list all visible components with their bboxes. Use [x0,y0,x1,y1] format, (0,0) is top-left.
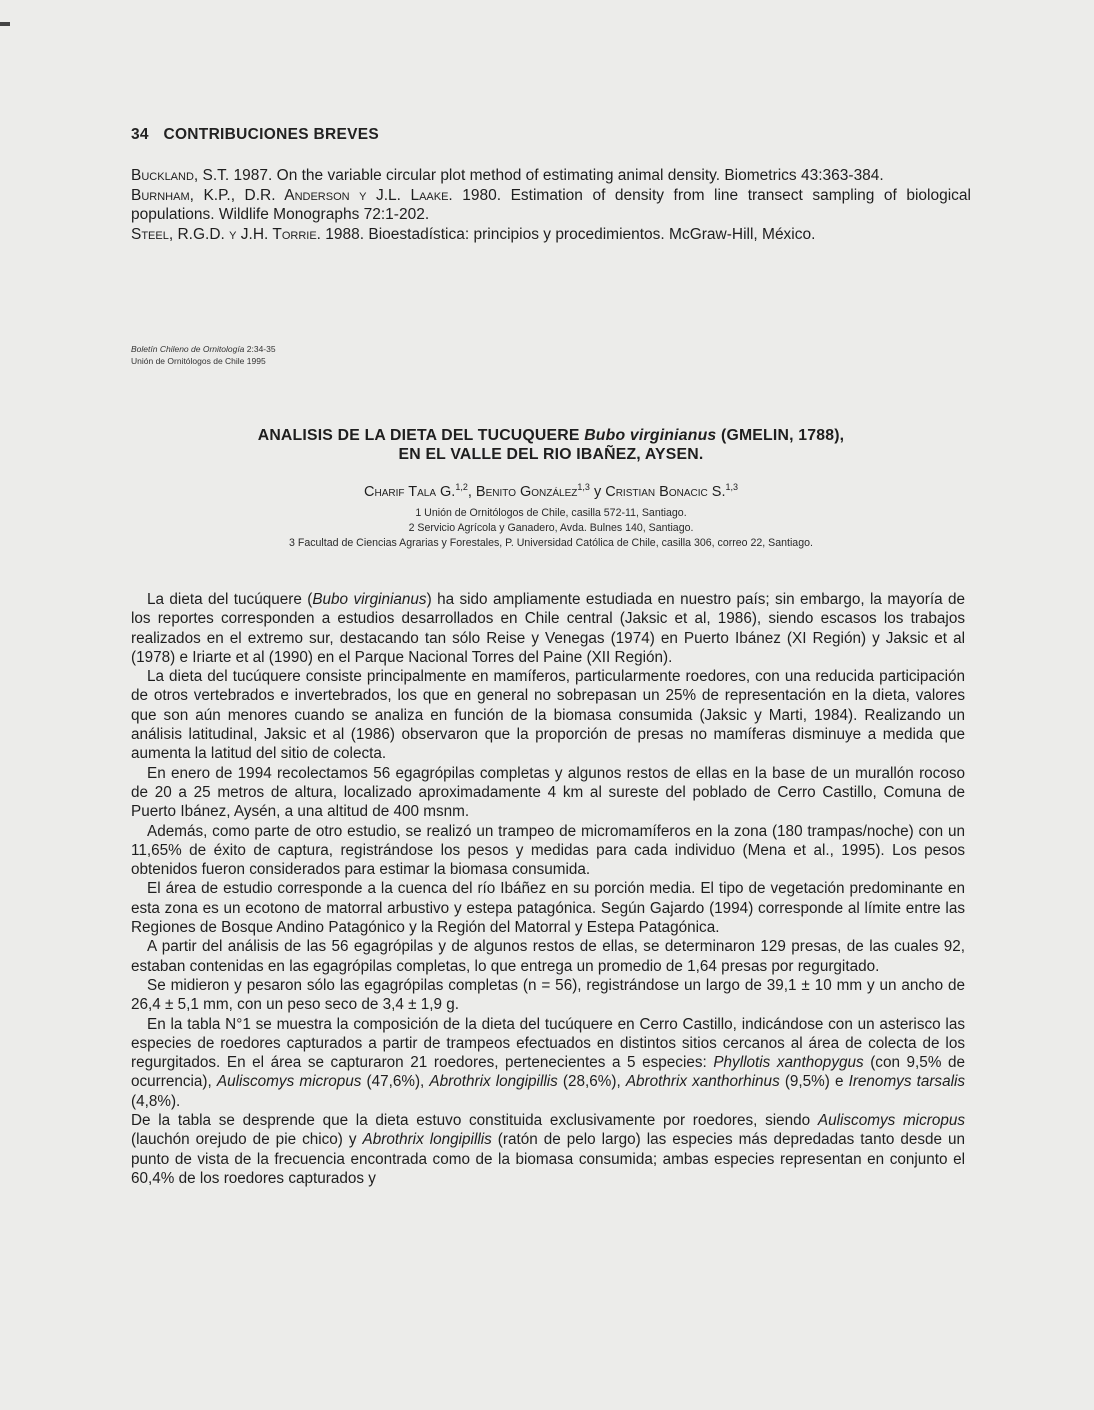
body-paragraph [131,937,965,976]
species-name: Abrothrix xanthorhinus [625,1073,780,1091]
section-title: CONTRIBUCIONES BREVES [163,126,380,143]
journal-pages: 2:34-35 [244,344,276,354]
title-authority: (GMELIN, 1788), [716,427,845,444]
affiliation-item: 1 Unión de Ornitólogos de Chile, casilla 572-11, Santiago. [415,507,687,519]
reference-author: Buckland, S.T. [131,167,230,184]
author-name: Cristian Bonacic S. [605,484,726,500]
paragraph-text: (lauchón orejudo de pie chico) y [131,1131,363,1149]
reference-author: Burnham, K.P., D.R. Anderson y J.L. Laake. [131,186,453,204]
reference-text: 1980. Estimation of density from line transect sampling of biological populations. Wildlife Monographs 72:1-202. [131,186,971,223]
body-paragraph [131,976,965,1015]
reference-text: 1987. On the variable circular plot method of estimating animal density. Biometrics 43:363-384. [229,167,884,184]
body-paragraph [131,1015,965,1111]
body-paragraph [131,764,965,822]
author-affil-marker: 1,2 [455,482,468,493]
paragraph-text: ) ha sido ampliamente estudiada en nuestro país; sin embargo, la mayoría de los reportes corresponden a estudios desarrollados en Chile central (Jaksic et al, 1986), siendo escasos los trabajos realizados en el extremo sur, destacando tan sólo Reise y Venegas (1974) en Puerto Ibánez (XI Región) y Jaksic et al (1978) e Iriarte et al (1990) en el Parque Nacional Torres del Paine (XII Región). [131,591,965,666]
body-paragraph [131,590,965,667]
paragraph-text: La dieta del tucúquere consiste principalmente en mamíferos, particularmente roedores, con una reducida participación de otros vertebrados e invertebrados, los que en general no sobrepasan un 25% de representación en la dieta, valores que son aún menores cuando se analiza en función de la biomasa consumida (Jaksic y Marti, 1984). Realizando un análisis latitudinal, Jaksic et al (1986) observaron que la proporción de presas no mamíferas disminuye a medida que aumenta la latitud del sitio de colecta. [131,668,965,763]
journal-name: Boletín Chileno de Ornitología [131,344,245,354]
body-paragraph [131,822,965,880]
paragraph-text: La dieta del tucúquere ( [147,591,313,608]
paragraph-text: (9,5%) e [779,1073,849,1091]
author-list [131,484,971,500]
author-affil-marker: 1,3 [577,482,590,493]
author-separator: y [589,484,606,500]
title-species: Bubo virginianus [584,427,717,444]
species-name: Phyllotis xanthopygus [713,1054,864,1072]
reference-item [131,186,971,225]
paragraph-text: (ratón de pelo largo) las especies más depredadas tanto desde un punto de vista de la frecuencia encontrada como de la biomasa consumida; ambas especies representan en conjunto el 60,4% de los roedores capturados y [131,1131,966,1187]
body-paragraph [131,879,965,937]
article-body [131,590,965,1188]
paragraph-text: El área de estudio corresponde a la cuenca del río Ibáñez en su porción media. El tipo de vegetación predominante en esta zona es un ecotono de matorral arbustivo y estepa patagónica. Según Gajardo (1994) corresponde al límite entre las Regiones de Bosque Andino Patagónico y la Región del Matorral y Estepa Patagónica. [131,880,965,937]
species-name: Abrothrix longipillis [362,1131,492,1149]
paragraph-text: Además, como parte de otro estudio, se realizó un trampeo de micromamíferos en la zona (180 trampas/noche) con un 11,65% de éxito de captura, registrándose los pesos y medidas para cada individuo (Mena et al., 1995). Los pesos obtenidos fueron considerados para estimar la biomasa consumida. [131,822,965,879]
body-paragraph [131,667,965,763]
paragraph-text: (4,8%). [131,1092,181,1110]
paragraph-text: En la tabla N°1 se muestra la composición de la dieta del tucúquere en Cerro Castillo, indicándose con un asterisco las especies de roedores capturados a partir de trampeos efectuados en distintos sitios cercanos al área de colecta de los regurgitados. En el área se capturaron 21 roedores, pertenecientes a 5 especies: [131,1015,965,1072]
paragraph-text: (28,6%), [557,1073,626,1091]
paragraph-text: (47,6%), [361,1073,430,1091]
species-name: Irenomys tarsalis [848,1073,966,1091]
journal-citation [131,344,631,367]
species-name: Auliscomys micropus [817,1112,965,1130]
running-header [131,126,971,144]
author-name: Benito González [475,484,578,500]
title-line-2: EN EL VALLE DEL RIO IBAÑEZ, AYSEN. [398,446,704,463]
title-text: ANALISIS DE LA DIETA DEL TUCUQUERE [257,427,585,444]
species-name: Auliscomys micropus [216,1073,362,1091]
species-name: Bubo virginianus [312,591,427,608]
reference-author: Steel, R.G.D. y J.H. Torrie. [131,225,321,243]
species-name: Abrothrix longipillis [429,1073,558,1091]
paragraph-text: De la tabla se desprende que la dieta estuvo constituida exclusivamente por roedores, siendo [131,1112,818,1130]
journal-publisher: Unión de Ornitólogos de Chile 1995 [131,355,266,366]
reference-item [131,166,971,186]
paragraph-text: (con 9,5% de ocurrencia), [131,1054,966,1091]
affiliation-item: 2 Servicio Agrícola y Ganadero, Avda. Bulnes 140, Santiago. [408,522,694,534]
paragraph-text: En enero de 1994 recolectamos 56 egagrópilas completas y algunos restos de ellas en la base de un murallón rocoso de 20 a 25 metros de altura, localizado aproximadamente 4 km al sureste del poblado de Cerro Castillo, Comuna de Puerto Ibánez, Aysén, a una altitud de 400 msnm. [131,764,965,821]
affiliation-item: 3 Facultad de Ciencias Agrarias y Forestales, P. Universidad Católica de Chile, casilla 306, correo 22, Santiago. [289,537,813,549]
reference-text: 1988. Bioestadística: principios y procedimientos. McGraw-Hill, México. [320,225,816,243]
paragraph-text: Se midieron y pesaron sólo las egagrópilas completas (n = 56), registrándose un largo de 39,1 ± 10 mm y un ancho de 26,4 ± 5,1 mm, con un peso seco de 3,4 ± 1,9 g. [131,976,965,1014]
author-separator: , [467,484,476,500]
paragraph-text: A partir del análisis de las 56 egagrópilas y de algunos restos de ellas, se determinaron 129 presas, de las cuales 92, estaban contenidas en las egagrópilas completas, lo que entrega un promedio de 1,64 presas por regurgitado. [131,938,965,975]
body-paragraph [131,1111,965,1188]
affiliation-list [131,506,971,551]
article-title [131,426,971,464]
scan-edge-mark [0,22,10,26]
reference-list [131,166,971,244]
page-number: 34 [131,126,149,143]
author-name: Charif Tala G. [364,484,456,500]
author-affil-marker: 1,3 [725,482,738,493]
reference-item [131,225,971,245]
